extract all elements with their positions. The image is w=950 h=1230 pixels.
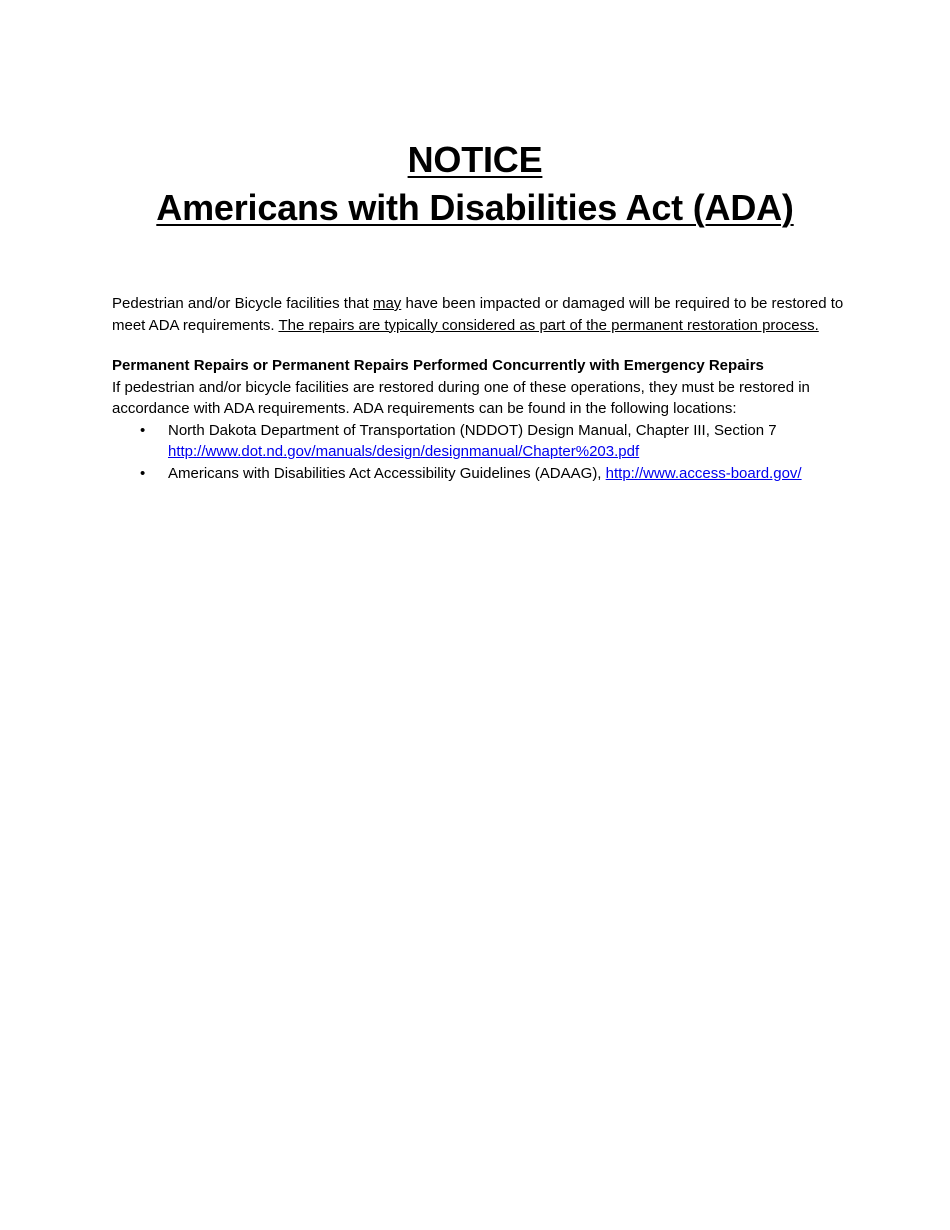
document-body: [112, 293, 852, 484]
nddot-manual-link[interactable]: http://www.dot.nd.gov/manuals/design/designmanual/Chapter%203.pdf: [168, 443, 640, 460]
section-body: If pedestrian and/or bicycle facilities are restored during one of these operations, they must be restored in accordance with ADA requirements. ADA requirements can be found in the following locations:: [112, 378, 810, 417]
section-heading: Permanent Repairs or Permanent Repairs Performed Concurrently with Emergency Repairs: [112, 357, 764, 374]
intro-emphasis: may: [372, 295, 402, 312]
ada-title-text: Americans with Disabilities Act (ADA): [156, 187, 794, 228]
list-item: [112, 463, 852, 485]
intro-underlined-sentence: The repairs are typically considered as part of the permanent restoration process.: [278, 316, 819, 334]
notice-title-text: NOTICE: [407, 139, 543, 180]
access-board-link[interactable]: http://www.access-board.gov/: [605, 464, 802, 482]
intro-text-before: Pedestrian and/or Bicycle facilities that: [112, 295, 373, 312]
intro-paragraph: [112, 293, 852, 336]
list-item-text: Americans with Disabilities Act Accessibility Guidelines (ADAAG),: [168, 464, 606, 482]
list-item: [112, 420, 852, 463]
requirements-list: [112, 420, 852, 485]
notice-title: [0, 136, 950, 184]
ada-title: [0, 184, 950, 232]
bullet-icon: •: [140, 421, 146, 439]
list-item-text: North Dakota Department of Transportation (NDDOT) Design Manual, Chapter III, Section 7: [168, 421, 777, 439]
bullet-icon: •: [140, 464, 146, 482]
intro-text-after: have been impacted or damaged will be required to be restored to meet ADA requirements.: [112, 295, 844, 334]
title-block: [0, 136, 950, 232]
